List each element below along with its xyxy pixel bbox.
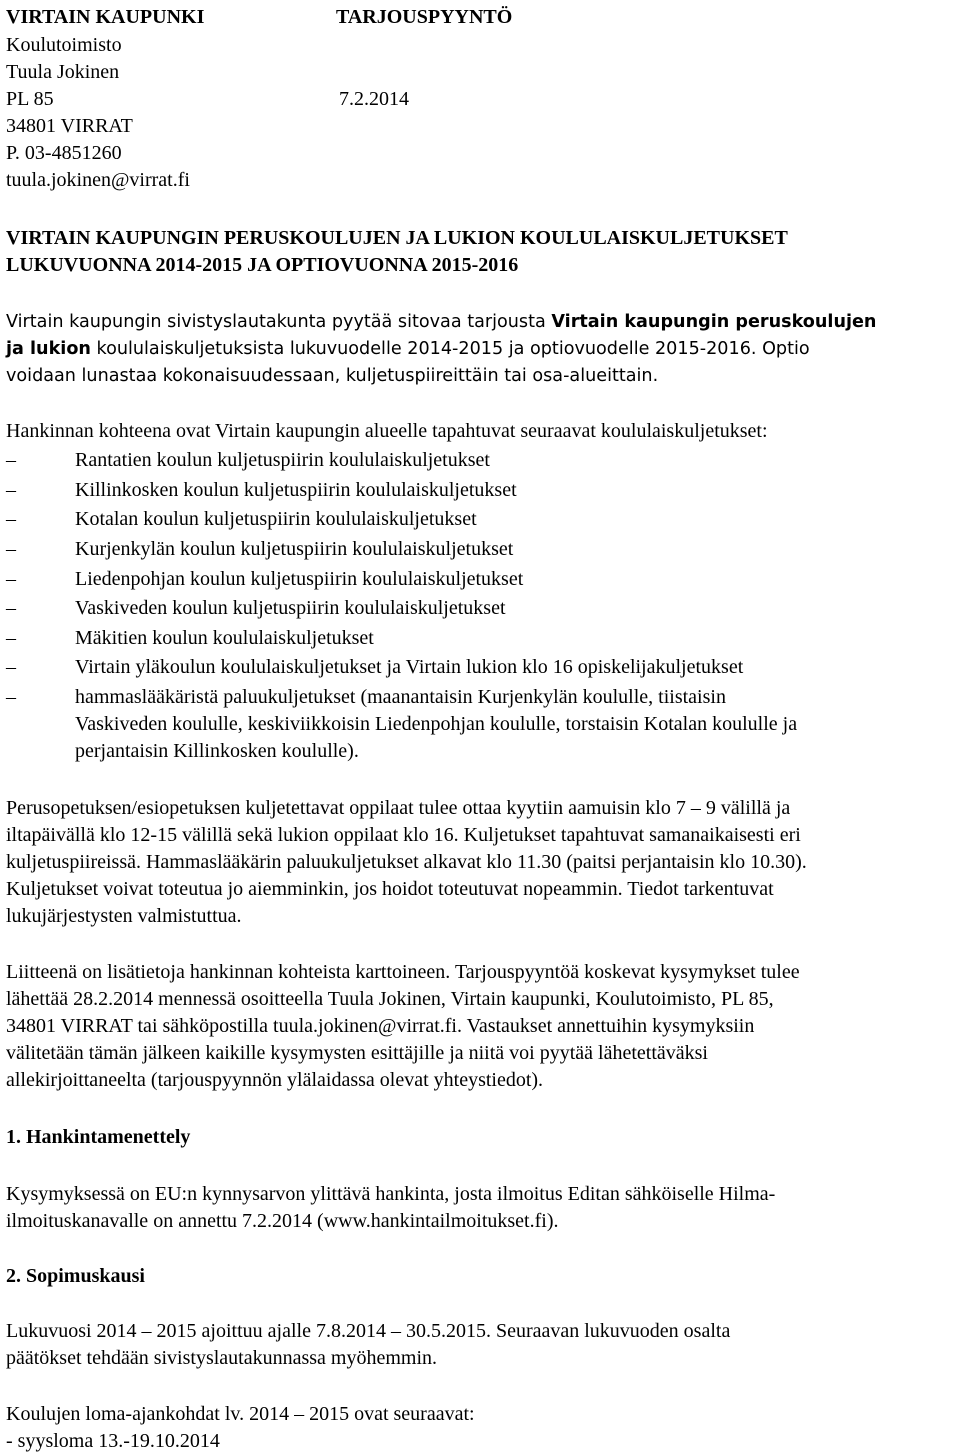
dash-bullet: – (6, 538, 16, 560)
dash-bullet: – (6, 479, 16, 501)
section-heading-procurement: 1. Hankintamenettely (6, 1126, 191, 1148)
questions-line: välitetään tämän jälkeen kaikille kysymysten esittäjille ja niitä voi pyytää lähetettäväksi (6, 1042, 708, 1064)
contract-period-line: Lukuvuosi 2014 – 2015 ajoittuu ajalle 7.8.2014 – 30.5.2015. Seuraavan lukuvuoden osalta (6, 1320, 731, 1342)
schedule-line: Kuljetukset voivat toteutua jo aiemminkin, jos hoidot toteutuvat nopeammin. Tiedot tarkentuvat (6, 878, 774, 900)
po-box: PL 85 (6, 88, 54, 110)
dash-bullet: – (6, 627, 16, 649)
intro-line-2: ja lukion koululaiskuljetuksista lukuvuodelle 2014-2015 ja optiovuodelle 2015-2016. Optio (6, 339, 810, 359)
procurement-line: Kysymyksessä on EU:n kynnysarvon ylittävä hankinta, josta ilmoitus Editan sähköiselle Hilma- (6, 1183, 776, 1205)
holiday-item: - syysloma 13.-19.10.2014 (6, 1430, 220, 1452)
dash-bullet: – (6, 568, 16, 590)
intro-line-3: voidaan lunastaa kokonaisuudessaan, kuljetuspiireittäin tai osa-alueittain. (6, 366, 659, 386)
questions-line: 34801 VIRRAT tai sähköpostilla tuula.jokinen@virrat.fi. Vastaukset annettuihin kysymyksiin (6, 1015, 755, 1037)
contract-period-line: päätökset tehdään sivistyslautakunnassa myöhemmin. (6, 1347, 438, 1369)
intro-line-1: Virtain kaupungin sivistyslautakunta pyytää sitovaa tarjousta Virtain kaupungin peruskoulujen (6, 312, 877, 332)
dash-bullet: – (6, 656, 16, 678)
schedule-line: lukujärjestysten valmistuttua. (6, 905, 242, 927)
postal-address: 34801 VIRRAT (6, 115, 133, 137)
schedule-line: kuljetuspiireissä. Hammaslääkärin paluukuljetukset alkavat klo 11.30 (paitsi perjantaisin klo 10.30). (6, 851, 807, 873)
department: Koulutoimisto (6, 34, 122, 56)
document-title-line-1: VIRTAIN KAUPUNGIN PERUSKOULUJEN JA LUKION KOULULAISKULJETUKSET (6, 227, 788, 249)
questions-line: allekirjoittaneelta (tarjouspyynnön ylälaidassa olevat yhteystiedot). (6, 1069, 544, 1091)
document-date: 7.2.2014 (339, 88, 409, 110)
questions-line: Liitteenä on lisätietoja hankinnan kohteista karttoineen. Tarjouspyyntöä koskevat kysymykset tulee (6, 961, 800, 983)
dash-bullet: – (6, 686, 16, 708)
questions-line: lähettää 28.2.2014 mennessä osoitteella Tuula Jokinen, Virtain kaupunki, Koulutoimisto, PL 85, (6, 988, 774, 1010)
scope-lead: Hankinnan kohteena ovat Virtain kaupungin alueelle tapahtuvat seuraavat koululaiskuljetukset: (6, 420, 768, 442)
phone-number: P. 03-4851260 (6, 142, 122, 164)
dash-bullet: – (6, 449, 16, 471)
schedule-line: Perusopetuksen/esiopetuksen kuljetettavat oppilaat tulee ottaa kyytiin aamuisin klo 7 – 9 välillä ja (6, 797, 791, 819)
section-heading-contract-period: 2. Sopimuskausi (6, 1265, 145, 1287)
document-title-line-2: LUKUVUONNA 2014-2015 JA OPTIOVUONNA 2015-2016 (6, 254, 519, 276)
email-address: tuula.jokinen@virrat.fi (6, 169, 190, 191)
document-type: TARJOUSPYYNTÖ (336, 6, 513, 28)
dash-bullet: – (6, 597, 16, 619)
contact-person: Tuula Jokinen (6, 61, 120, 83)
org-name: VIRTAIN KAUPUNKI (6, 6, 205, 28)
procurement-line: ilmoituskanavalle on annettu 7.2.2014 (www.hankintailmoitukset.fi). (6, 1210, 559, 1232)
holidays-lead: Koulujen loma-ajankohdat lv. 2014 – 2015 ovat seuraavat: (6, 1403, 475, 1425)
schedule-line: iltapäivällä klo 12-15 välillä sekä lukion oppilaat klo 16. Kuljetukset tapahtuvat samanaikaisesti eri (6, 824, 801, 846)
dash-bullet: – (6, 508, 16, 530)
